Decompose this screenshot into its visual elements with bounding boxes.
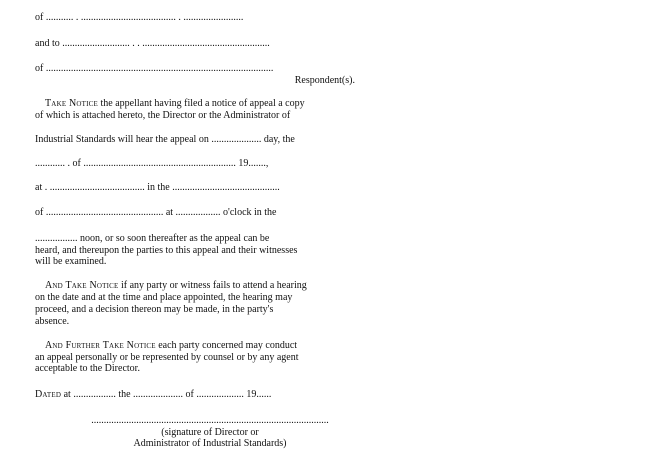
and-take-notice-heading: And Take Notice	[45, 280, 119, 291]
failure-para-line-3: proceed, and a decision thereon may be made, in the party's	[35, 304, 274, 315]
respondents-label: Respondent(s).	[294, 75, 355, 86]
heard-line: heard, and thereupon the parties to this appeal and their witnesses	[35, 245, 298, 256]
take-notice-para-line-2: of which is attached hereto, the Director or the Administrator of	[35, 110, 291, 121]
signature-line: ...............................................................................................	[91, 415, 329, 426]
respondent-and-to-line: and to ........................... . . ...................................................	[35, 38, 270, 49]
hearing-date-line: ............ . of ............................................................. 19.......,	[35, 158, 269, 169]
respondent-of-line-1: of ........... . ...................................... . ........................	[35, 12, 244, 23]
counsel-para-line-3: acceptable to the Director.	[35, 363, 140, 374]
and-further-take-notice-heading: And Further Take Notice	[45, 340, 156, 351]
hearing-time-line: of ............................................... at .................. o'clock in the	[35, 207, 277, 218]
examined-line: will be examined.	[35, 256, 107, 267]
noon-line: ................. noon, or so soon thereafter as the appeal can be	[35, 233, 270, 244]
hearing-day-line: Industrial Standards will hear the appeal on .................... day, the	[35, 134, 295, 145]
respondent-of-line-2: of ...........................................................................................	[35, 63, 274, 74]
signature-caption-line-2: Administrator of Industrial Standards)	[133, 438, 287, 449]
dated-line: Dated at ................. the .................... of ................... 19......	[35, 389, 272, 400]
hearing-place-line: at . ...................................... in the ...........................................	[35, 182, 280, 193]
counsel-para-line-1: And Further Take Notice each party concerned may conduct	[45, 340, 298, 351]
dated-heading: Dated	[35, 389, 62, 400]
counsel-para-line-2: an appeal personally or be represented by counsel or by any agent	[35, 352, 299, 363]
take-notice-heading: Take Notice	[45, 98, 99, 109]
failure-para-line-4: absence.	[35, 316, 70, 327]
failure-para-line-1: And Take Notice if any party or witness fails to attend a hearing	[45, 280, 307, 291]
signature-caption-line-1: (signature of Director or	[161, 427, 259, 438]
failure-para-line-2: on the date and at the time and place appointed, the hearing may	[35, 292, 293, 303]
take-notice-para-line-1: Take Notice the appellant having filed a notice of appeal a copy	[45, 98, 305, 109]
